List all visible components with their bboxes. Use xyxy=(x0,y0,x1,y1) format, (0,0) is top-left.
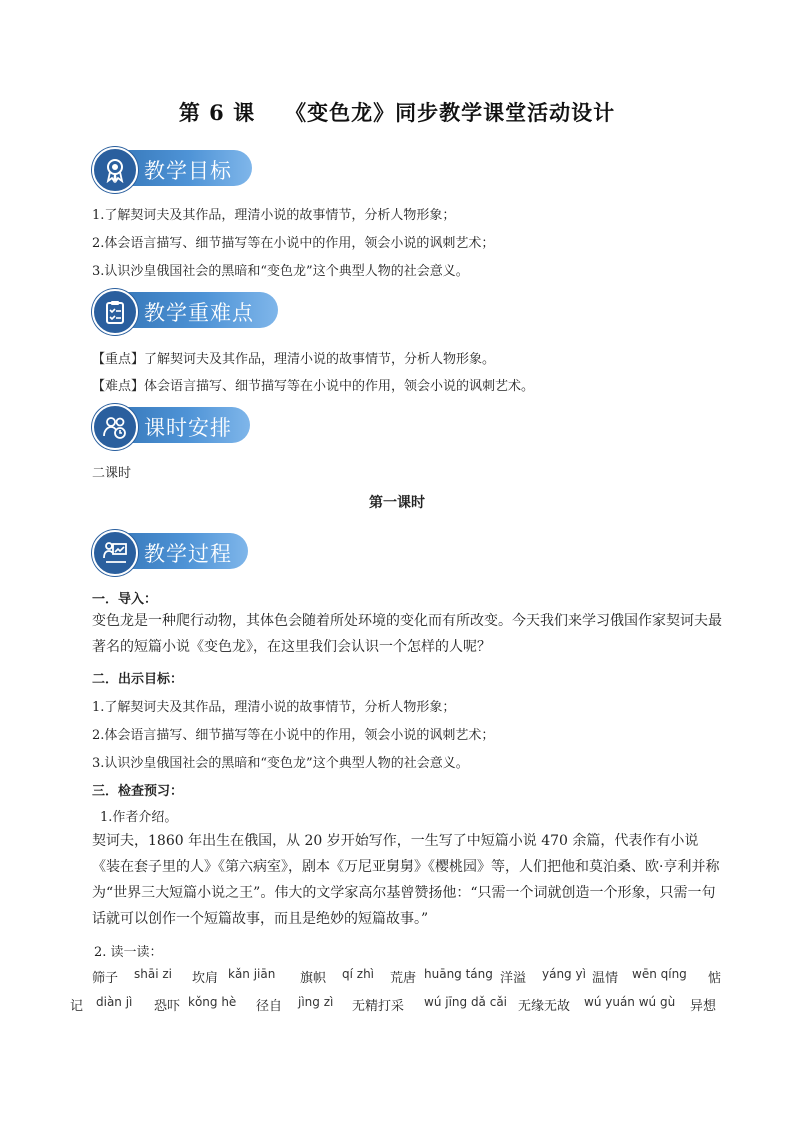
step-title: 二．出示目标： xyxy=(92,672,184,687)
keypoint-item: 【难点】体会语言描写、细节描写等在小说中的作用，领会小说的讽刺艺术。 xyxy=(92,379,535,394)
vocab-word: 无缘无故 xyxy=(518,999,571,1014)
section-label-schedule: 课时安排 xyxy=(144,416,232,440)
vocab-pinyin: kǒng hè xyxy=(188,995,237,1009)
vocab-word: 旗帜 xyxy=(300,971,327,986)
vocab-pinyin: kǎn jiān xyxy=(228,967,276,981)
award-badge-icon xyxy=(92,147,138,193)
vocab-pinyin: wēn qíng xyxy=(632,967,687,981)
goal-item: 2.体会语言描写、细节描写等在小说中的作用，领会小说的讽刺艺术； xyxy=(92,236,495,251)
vocab-pinyin: shāi zi xyxy=(134,967,172,981)
people-clock-icon xyxy=(92,404,138,450)
page-title xyxy=(0,97,794,127)
vocab-word: 恐吓 xyxy=(154,999,181,1014)
vocab-word: 记 xyxy=(70,999,84,1014)
intro-paragraph xyxy=(92,608,722,660)
vocab-pinyin: yáng yì xyxy=(542,967,586,981)
objective-item: 2.体会语言描写、细节描写等在小说中的作用，领会小说的讽刺艺术； xyxy=(92,728,495,743)
step-title: 一．导入： xyxy=(92,592,158,607)
vocab-pinyin: wú yuán wú gù xyxy=(584,995,676,1009)
vocab-word: 荒唐 xyxy=(390,971,417,986)
section-header-schedule xyxy=(92,404,250,446)
schedule-text: 二课时 xyxy=(92,466,132,481)
section-header-keypoints xyxy=(92,289,278,331)
section-header-process xyxy=(92,530,248,572)
lesson-name: 《变色龙》同步教学课堂活动设计 xyxy=(285,100,616,125)
vocab-word: 温情 xyxy=(592,971,619,986)
section-label-keypoints: 教学重难点 xyxy=(144,301,254,325)
vocab-pinyin: jìng zì xyxy=(298,995,334,1009)
objective-item: 3.认识沙皇俄国社会的黑暗和“变色龙”这个典型人物的社会意义。 xyxy=(92,756,469,771)
vocab-word: 惦 xyxy=(708,971,722,986)
section-label-goals: 教学目标 xyxy=(144,159,232,183)
keypoint-item: 【重点】了解契诃夫及其作品，理清小说的故事情节，分析人物形象。 xyxy=(92,352,496,367)
vocab-pinyin: huāng táng xyxy=(424,967,493,981)
intro-text: 变色龙是一种爬行动物，其体色会随着所处环境的变化而有所改变。今天我们来学习俄国作家契诃夫最著名的短篇小说《变色龙》，在这里我们会认识一个怎样的人呢？ xyxy=(92,613,722,655)
vocab-word: 径自 xyxy=(256,999,283,1014)
vocab-word: 无精打采 xyxy=(352,999,405,1014)
presentation-chart-icon xyxy=(92,530,138,576)
author-paragraph xyxy=(92,828,722,932)
vocab-pinyin: diàn jì xyxy=(96,995,133,1009)
author-text: 契诃夫，1860 年出生在俄国，从 20 岁开始写作，一生写了中短篇小说 470 余篇，代表作有小说《装在套子里的人》《第六病室》，剧本《万尼亚舅舅》《樱桃园》等，人们把他和莫泊桑、欧·亨利并称为“世界三大短篇小说之王”。伟大的文学家高尔基曾赞扬他：“只需一个词就创造一个形象，只需一句话就可以创作一个短篇故事，而且是绝妙的短篇故事。” xyxy=(92,833,720,927)
lesson-number: 第 6 课 xyxy=(178,100,256,125)
clipboard-checklist-icon xyxy=(92,289,138,335)
vocab-word: 筛子 xyxy=(92,971,119,986)
vocab-word: 异想 xyxy=(690,999,717,1014)
first-period-heading: 第一课时 xyxy=(369,495,425,511)
vocab-word: 坎肩 xyxy=(192,971,219,986)
read-title: 2. 读一读： xyxy=(94,945,163,960)
vocab-pinyin: qí zhì xyxy=(342,967,375,981)
step-title: 三．检查预习： xyxy=(92,784,184,799)
goal-item: 3.认识沙皇俄国社会的黑暗和“变色龙”这个典型人物的社会意义。 xyxy=(92,264,469,279)
objective-item: 1.了解契诃夫及其作品，理清小说的故事情节，分析人物形象； xyxy=(92,700,456,715)
author-intro-title: 1.作者介绍。 xyxy=(100,810,178,825)
section-header-goals xyxy=(92,147,252,189)
section-label-process: 教学过程 xyxy=(144,542,232,566)
vocab-word: 洋溢 xyxy=(500,971,527,986)
goal-item: 1.了解契诃夫及其作品，理清小说的故事情节，分析人物形象； xyxy=(92,208,456,223)
vocab-pinyin: wú jīng dǎ cǎi xyxy=(424,995,508,1009)
